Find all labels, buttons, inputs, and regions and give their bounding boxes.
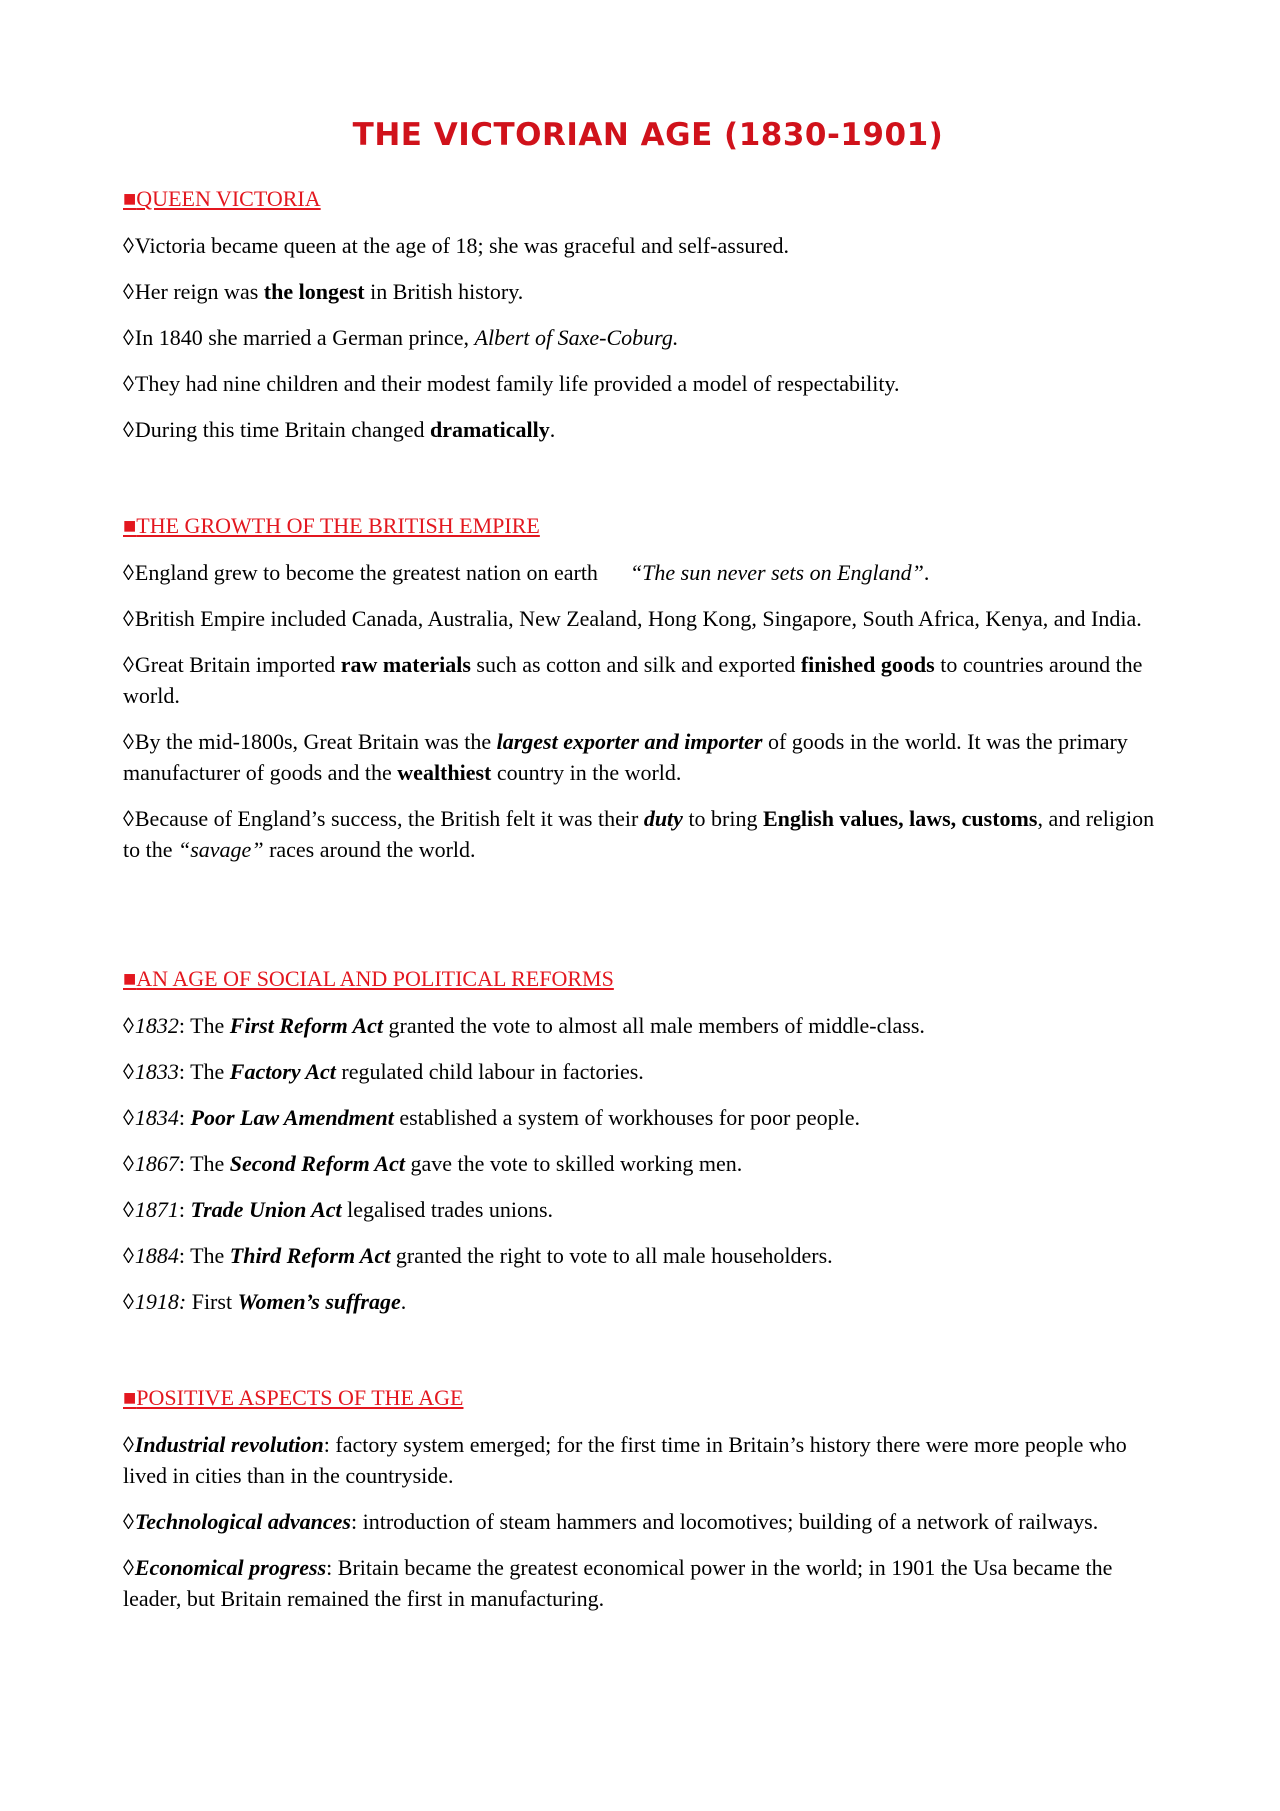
reform-item: ◊1867: The Second Reform Act gave the vote to skilled working men. [123,1151,743,1176]
reform-item: ◊1871: Trade Union Act legalised trades unions. [123,1197,554,1222]
positive-item: ◊Industrial revolution: factory system emerged; for the first time in Britain’s history there were more people who lived in cities than in the countryside. [123,1432,1127,1488]
aspect-term: Technological advances [134,1509,351,1534]
paragraph: ◊Because of England’s success, the British felt it was their duty to bring English values, laws, customs, and religion to the “savage” races around the world. [123,806,1155,862]
paragraph: ◊British Empire included Canada, Australia, New Zealand, Hong Kong, Singapore, South Africa, Kenya, and India. [123,606,1142,631]
paragraph: ◊During this time Britain changed dramatically. [123,417,556,442]
section-reforms [123,963,1173,1332]
paragraph: ◊Great Britain imported raw materials such as cotton and silk and exported finished goods to countries around the world. [123,652,1143,708]
reform-year: 1918: [134,1289,187,1314]
reform-year: 1833 [134,1059,179,1084]
reform-list [123,1010,1173,1317]
reform-item: ◊1832: The First Reform Act granted the vote to almost all male members of middle-class. [123,1013,925,1038]
aspect-term: Economical progress [134,1555,327,1580]
paragraph: ◊By the mid-1800s, Great Britain was the largest exporter and importer of goods in the world. It was the primary manufacturer of goods and the wealthiest country in the world. [123,729,1128,785]
diamond-bullet-icon: ◊ [123,371,134,396]
reform-year: 1867 [134,1151,179,1176]
square-bullet-icon: ■ [123,513,137,538]
diamond-bullet-icon: ◊ [123,560,134,585]
reform-act: Trade Union Act [190,1197,342,1222]
reform-act: Women’s suffrage [237,1289,401,1314]
paragraph: ◊They had nine children and their modest family life provided a model of respectability. [123,371,900,396]
reform-year: 1871 [134,1197,179,1222]
section-heading: ■POSITIVE ASPECTS OF THE AGE [123,1385,464,1410]
page-title: THE VICTORIAN AGE (1830-1901) [352,117,944,153]
positive-item: ◊Economical progress: Britain became the greatest economical power in the world; in 1901 the Usa became the leader, but Britain remained the first in manufacturing. [123,1555,1113,1611]
reform-act: Poor Law Amendment [190,1105,394,1130]
diamond-bullet-icon: ◊ [123,233,134,258]
diamond-bullet-icon: ◊ [123,606,134,631]
diamond-bullet-icon: ◊ [123,1509,134,1534]
square-bullet-icon: ■ [123,1385,137,1410]
paragraph: ◊England grew to become the greatest nation on earth “The sun never sets on England”. [123,560,930,585]
reform-year: 1884 [134,1243,179,1268]
positive-list [123,1429,1173,1614]
paragraph: ◊Her reign was the longest in British history. [123,279,524,304]
reform-item: ◊1834: Poor Law Amendment established a system of workhouses for poor people. [123,1105,860,1130]
diamond-bullet-icon: ◊ [123,1289,134,1314]
diamond-bullet-icon: ◊ [123,1105,134,1130]
diamond-bullet-icon: ◊ [123,806,134,831]
diamond-bullet-icon: ◊ [123,1555,134,1580]
section-heading: ■QUEEN VICTORIA [123,186,321,211]
diamond-bullet-icon: ◊ [123,1432,134,1457]
diamond-bullet-icon: ◊ [123,1243,134,1268]
diamond-bullet-icon: ◊ [123,652,134,677]
reform-item: ◊1833: The Factory Act regulated child labour in factories. [123,1059,644,1084]
section-british-empire [123,510,1173,880]
section-positive-aspects [123,1382,1173,1629]
diamond-bullet-icon: ◊ [123,1013,134,1038]
aspect-term: Industrial revolution [134,1432,324,1457]
diamond-bullet-icon: ◊ [123,1059,134,1084]
diamond-bullet-icon: ◊ [123,279,134,304]
diamond-bullet-icon: ◊ [123,1151,134,1176]
reform-act: Second Reform Act [229,1151,405,1176]
diamond-bullet-icon: ◊ [123,325,134,350]
section-queen-victoria [123,183,1173,460]
positive-item: ◊Technological advances: introduction of steam hammers and locomotives; building of a network of railways. [123,1509,1099,1534]
square-bullet-icon: ■ [123,966,137,991]
square-bullet-icon: ■ [123,186,137,211]
paragraph: ◊In 1840 she married a German prince, Albert of Saxe-Coburg. [123,325,679,350]
diamond-bullet-icon: ◊ [123,417,134,442]
diamond-bullet-icon: ◊ [123,729,134,754]
reform-act: Third Reform Act [229,1243,391,1268]
paragraph: ◊Victoria became queen at the age of 18; she was graceful and self-assured. [123,233,789,258]
section-heading: ■THE GROWTH OF THE BRITISH EMPIRE [123,513,540,538]
reform-act: Factory Act [229,1059,336,1084]
reform-item: ◊1884: The Third Reform Act granted the right to vote to all male householders. [123,1243,833,1268]
reform-year: 1834 [134,1105,179,1130]
section-heading: ■AN AGE OF SOCIAL AND POLITICAL REFORMS [123,966,614,991]
reform-item: ◊1918: First Women’s suffrage. [123,1289,407,1314]
reform-year: 1832 [134,1013,179,1038]
reform-act: First Reform Act [229,1013,383,1038]
diamond-bullet-icon: ◊ [123,1197,134,1222]
